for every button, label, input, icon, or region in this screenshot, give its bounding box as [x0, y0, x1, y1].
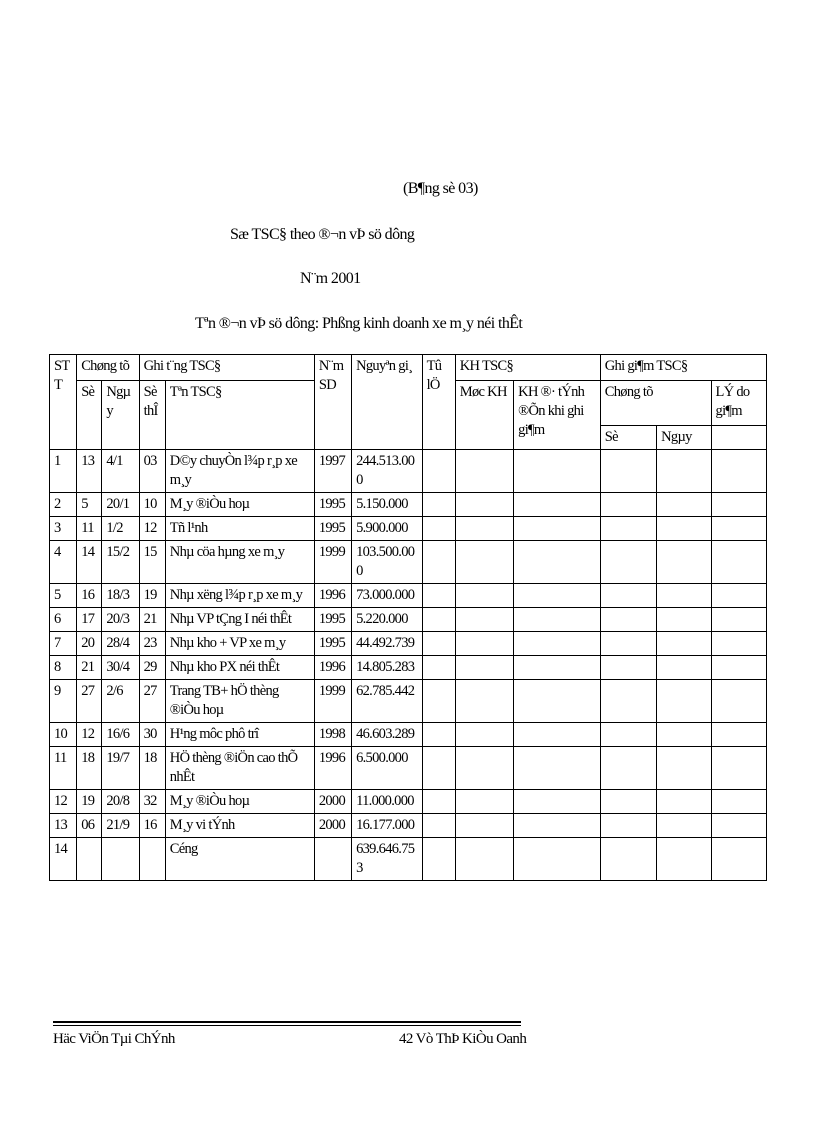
cell-so-the: 18 [139, 747, 165, 790]
cell-so-the: 03 [139, 450, 165, 493]
table-row [50, 517, 767, 541]
cell-nam: 1999 [314, 541, 351, 584]
cell-ngay: 16/6 [102, 723, 139, 747]
cell-empty [600, 584, 656, 608]
cell-ten: Nhµ kho + VP xe m¸y [165, 632, 314, 656]
header-so: Sè [77, 381, 102, 450]
cell-nguyen-gia: 5.220.000 [352, 608, 422, 632]
cell-nguyen-gia: 14.805.283 [352, 656, 422, 680]
header-so-the: Sè thÎ [139, 381, 165, 450]
header-ten: Tªn TSC§ [165, 381, 314, 450]
cell-so: 18 [77, 747, 102, 790]
cell-empty [514, 747, 601, 790]
cell-empty [600, 632, 656, 656]
header-ghi-giam: Ghi gi¶m TSC§ [600, 355, 766, 381]
cell-empty [711, 517, 766, 541]
total-label: Céng [165, 838, 314, 881]
header-gg-so: Sè [600, 426, 656, 450]
cell-empty [455, 723, 513, 747]
cell-nguyen-gia: 46.603.289 [352, 723, 422, 747]
cell-so: 06 [77, 814, 102, 838]
cell-ten: Nhµ kho PX néi thÊt [165, 656, 314, 680]
cell-stt: 1 [50, 450, 77, 493]
cell-so-the: 10 [139, 493, 165, 517]
cell-empty [600, 747, 656, 790]
cell-empty [514, 838, 601, 881]
header-chung-tu: Chøng tõ [77, 355, 139, 381]
cell-ten: HÖ thèng ®iÖn cao thÕ nhÊt [165, 747, 314, 790]
cell-empty [600, 790, 656, 814]
table-row [50, 680, 767, 723]
cell-stt: 4 [50, 541, 77, 584]
cell-empty [455, 450, 513, 493]
cell-nam: 2000 [314, 814, 351, 838]
cell-empty [711, 838, 766, 881]
cell-empty [600, 656, 656, 680]
cell-empty [455, 632, 513, 656]
cell-nguyen-gia: 5.900.000 [352, 517, 422, 541]
cell-empty [657, 493, 711, 517]
cell-empty [711, 814, 766, 838]
cell-stt: 3 [50, 517, 77, 541]
cell-ngay: 2/6 [102, 680, 139, 723]
cell-empty [711, 680, 766, 723]
table-row [50, 493, 767, 517]
cell-empty [422, 632, 455, 656]
total-value: 639.646.753 [352, 838, 422, 881]
cell-so-the: 27 [139, 680, 165, 723]
cell-empty [455, 493, 513, 517]
table-row [50, 541, 767, 584]
cell-nguyen-gia: 6.500.000 [352, 747, 422, 790]
cell-empty [455, 814, 513, 838]
cell-empty [514, 632, 601, 656]
cell-empty [711, 493, 766, 517]
cell-nguyen-gia: 73.000.000 [352, 584, 422, 608]
cell-so-the: 12 [139, 517, 165, 541]
cell-so: 27 [77, 680, 102, 723]
cell-empty [711, 723, 766, 747]
cell-so-the: 16 [139, 814, 165, 838]
cell-nguyen-gia: 244.513.000 [352, 450, 422, 493]
cell-empty [514, 493, 601, 517]
cell-ngay: 20/8 [102, 790, 139, 814]
cell-ngay: 1/2 [102, 517, 139, 541]
cell-empty [600, 723, 656, 747]
cell-ten: M¸y ®iÒu hoµ [165, 493, 314, 517]
header-nguyen-gia: Nguyªn gi¸ [352, 355, 422, 450]
cell-nam: 1997 [314, 450, 351, 493]
cell-empty [422, 450, 455, 493]
cell-nguyen-gia: 62.785.442 [352, 680, 422, 723]
cell-nam: 1999 [314, 680, 351, 723]
cell-so-the: 32 [139, 790, 165, 814]
cell-empty [455, 838, 513, 881]
cell-empty [711, 632, 766, 656]
asset-ledger-table [49, 354, 767, 881]
cell-ten: Nhµ xëng l¾p r¸p xe m¸y [165, 584, 314, 608]
footer-divider [53, 1021, 521, 1026]
cell-ten: D©y chuyÒn l¾p r¸p xe m¸y [165, 450, 314, 493]
header-gg-chung-tu: Chøng tõ [600, 381, 711, 426]
cell-empty [422, 656, 455, 680]
cell-empty [514, 608, 601, 632]
cell-nguyen-gia: 11.000.000 [352, 790, 422, 814]
cell-empty [600, 608, 656, 632]
cell-nam: 1995 [314, 632, 351, 656]
cell-empty [422, 723, 455, 747]
cell-empty [455, 541, 513, 584]
cell-so: 19 [77, 790, 102, 814]
cell-empty [514, 656, 601, 680]
cell-empty [422, 747, 455, 790]
cell-stt: 12 [50, 790, 77, 814]
cell-nguyen-gia: 16.177.000 [352, 814, 422, 838]
cell-ngay: 30/4 [102, 656, 139, 680]
cell-ten: M¸y vi tÝnh [165, 814, 314, 838]
cell-nguyen-gia: 44.492.739 [352, 632, 422, 656]
cell-empty [657, 541, 711, 584]
cell-nam: 1998 [314, 723, 351, 747]
cell-so: 17 [77, 608, 102, 632]
header-stt: ST T [50, 355, 77, 450]
cell-stt: 9 [50, 680, 77, 723]
cell-so: 20 [77, 632, 102, 656]
cell-empty [657, 838, 711, 881]
cell-empty [77, 838, 102, 881]
cell-empty [102, 838, 139, 881]
cell-stt: 13 [50, 814, 77, 838]
cell-stt: 11 [50, 747, 77, 790]
cell-ngay: 20/3 [102, 608, 139, 632]
cell-so: 13 [77, 450, 102, 493]
cell-empty [514, 450, 601, 493]
cell-ngay: 21/9 [102, 814, 139, 838]
cell-so-the: 23 [139, 632, 165, 656]
cell-empty [657, 450, 711, 493]
cell-empty [455, 517, 513, 541]
cell-empty [422, 814, 455, 838]
cell-ngay: 18/3 [102, 584, 139, 608]
cell-ngay: 19/7 [102, 747, 139, 790]
cell-empty [422, 608, 455, 632]
cell-empty [711, 656, 766, 680]
cell-so-the: 19 [139, 584, 165, 608]
table-number-label: (B¶ng sè 03) [403, 180, 478, 197]
table-row [50, 450, 767, 493]
cell-nam: 1996 [314, 747, 351, 790]
table-row [50, 723, 767, 747]
cell-empty [514, 517, 601, 541]
table-row [50, 747, 767, 790]
footer-author: 42 Vò ThÞ KiÒu Oanh [399, 1031, 527, 1047]
header-nam-sd: N¨m SD [314, 355, 351, 450]
cell-empty [600, 517, 656, 541]
cell-empty [514, 723, 601, 747]
cell-empty [455, 680, 513, 723]
header-kh: KH TSC§ [455, 355, 600, 381]
cell-empty [657, 814, 711, 838]
cell-so: 11 [77, 517, 102, 541]
cell-so: 14 [77, 541, 102, 584]
total-row [50, 838, 767, 881]
unit-name: Tªn ®¬n vÞ sö dông: Phßng kinh doanh xe m¸y néi thÊt [195, 315, 523, 332]
cell-empty [314, 838, 351, 881]
cell-empty [455, 790, 513, 814]
cell-empty [422, 680, 455, 723]
cell-ten: M¸y ®iÒu hoµ [165, 790, 314, 814]
header-ghi-tang: Ghi t¨ng TSC§ [139, 355, 314, 381]
cell-empty [422, 584, 455, 608]
cell-stt: 5 [50, 584, 77, 608]
table-row [50, 814, 767, 838]
cell-empty [514, 680, 601, 723]
cell-stt: 10 [50, 723, 77, 747]
cell-empty [422, 790, 455, 814]
cell-empty [600, 680, 656, 723]
table-row [50, 608, 767, 632]
cell-empty [422, 838, 455, 881]
cell-stt: 8 [50, 656, 77, 680]
cell-ten: H¹ng môc phô trî [165, 723, 314, 747]
cell-ten: Trang TB+ hÖ thèng ®iÒu hoµ [165, 680, 314, 723]
cell-ngay: 20/1 [102, 493, 139, 517]
cell-empty [711, 608, 766, 632]
cell-nam: 2000 [314, 790, 351, 814]
cell-so-the: 21 [139, 608, 165, 632]
cell-empty [600, 814, 656, 838]
header-ty-le: Tû lÖ [422, 355, 455, 450]
cell-empty [657, 656, 711, 680]
header-row-1 [50, 355, 767, 381]
cell-ten: Nhµ cöa hµng xe m¸y [165, 541, 314, 584]
header-muc-kh: Møc KH [455, 381, 513, 450]
cell-nam: 1995 [314, 517, 351, 541]
cell-so: 5 [77, 493, 102, 517]
cell-empty [711, 541, 766, 584]
cell-empty [657, 584, 711, 608]
cell-empty [139, 838, 165, 881]
cell-empty [600, 541, 656, 584]
cell-empty [657, 632, 711, 656]
cell-empty [422, 493, 455, 517]
cell-nguyen-gia: 103.500.000 [352, 541, 422, 584]
cell-empty [514, 541, 601, 584]
cell-empty [514, 814, 601, 838]
header-ngay: Ngµ y [102, 381, 139, 450]
header-kh-tinh: KH ®· tÝnh ®Õn khi ghi gi¶m [514, 381, 601, 450]
cell-ten: Tñ l¹nh [165, 517, 314, 541]
cell-empty [455, 747, 513, 790]
header-ly-do: LÝ do gi¶m [711, 381, 766, 426]
cell-so: 21 [77, 656, 102, 680]
cell-so-the: 30 [139, 723, 165, 747]
cell-empty [711, 450, 766, 493]
cell-empty [455, 656, 513, 680]
cell-so: 12 [77, 723, 102, 747]
cell-empty [657, 747, 711, 790]
cell-empty [600, 838, 656, 881]
table-row [50, 584, 767, 608]
cell-empty [514, 790, 601, 814]
cell-empty [711, 790, 766, 814]
cell-so-the: 15 [139, 541, 165, 584]
cell-ten: Nhµ VP tÇng I néi thÊt [165, 608, 314, 632]
document-year: N¨m 2001 [300, 270, 361, 287]
cell-ngay: 4/1 [102, 450, 139, 493]
cell-nam: 1995 [314, 493, 351, 517]
cell-empty [455, 608, 513, 632]
cell-empty [514, 584, 601, 608]
cell-nguyen-gia: 5.150.000 [352, 493, 422, 517]
document-title: Sæ TSC§ theo ®¬n vÞ sö dông [230, 226, 415, 243]
cell-empty [711, 584, 766, 608]
header-gg-empty [711, 426, 766, 450]
cell-empty [657, 608, 711, 632]
cell-empty [422, 541, 455, 584]
cell-empty [657, 680, 711, 723]
cell-stt: 14 [50, 838, 77, 881]
table-row [50, 632, 767, 656]
table-row [50, 656, 767, 680]
cell-empty [657, 517, 711, 541]
cell-empty [600, 493, 656, 517]
cell-ngay: 15/2 [102, 541, 139, 584]
cell-empty [422, 517, 455, 541]
cell-stt: 2 [50, 493, 77, 517]
cell-stt: 6 [50, 608, 77, 632]
header-gg-ngay: Ngµy [657, 426, 711, 450]
cell-empty [657, 790, 711, 814]
cell-nam: 1995 [314, 608, 351, 632]
cell-nam: 1996 [314, 656, 351, 680]
cell-so-the: 29 [139, 656, 165, 680]
cell-stt: 7 [50, 632, 77, 656]
cell-nam: 1996 [314, 584, 351, 608]
cell-empty [455, 584, 513, 608]
footer-institution: Häc ViÖn Tµi ChÝnh [53, 1031, 175, 1047]
cell-so: 16 [77, 584, 102, 608]
cell-empty [657, 723, 711, 747]
cell-ngay: 28/4 [102, 632, 139, 656]
cell-empty [600, 450, 656, 493]
table-row [50, 790, 767, 814]
cell-empty [711, 747, 766, 790]
